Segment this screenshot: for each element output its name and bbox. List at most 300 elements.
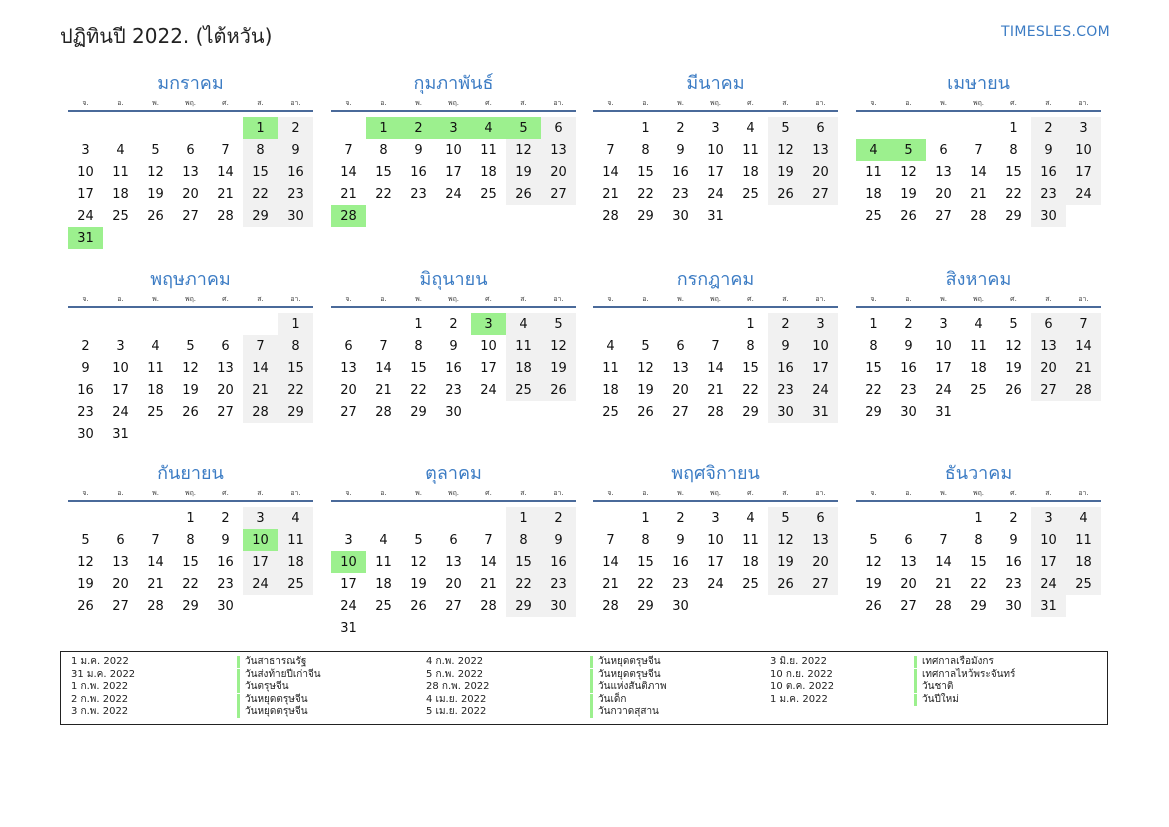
weekday-label: อ.: [905, 489, 912, 497]
day-cell: 14: [1066, 335, 1101, 357]
weekday-label: ศ.: [747, 295, 754, 303]
day-cell: 3: [243, 507, 278, 529]
day-cell: 21: [147, 576, 164, 592]
day-cell: 3: [344, 532, 353, 548]
day-cell: 1: [1009, 120, 1018, 136]
day-cell: 20: [900, 576, 917, 592]
day-cell: 20: [672, 382, 689, 398]
day-cell: 13: [340, 360, 357, 376]
day-cell: 23: [278, 183, 313, 205]
day-cell: 10: [707, 532, 724, 548]
day-cell: 1: [746, 316, 755, 332]
holiday-date: 1 ก.พ. 2022: [71, 681, 129, 692]
weekday-label: พฤ.: [184, 99, 197, 107]
day-cell: 2: [1031, 117, 1066, 139]
day-cell: 20: [935, 186, 952, 202]
weekday-header: [331, 96, 576, 112]
day-cell: 28: [375, 404, 392, 420]
weekday-label: อ.: [380, 489, 387, 497]
day-cell: 1: [278, 313, 313, 335]
day-cell: 7: [344, 142, 353, 158]
holiday-date: 5 ก.พ. 2022: [426, 668, 484, 680]
weekday-label: จ.: [607, 489, 614, 497]
weekday-label: อ.: [905, 295, 912, 303]
day-cell: 4: [379, 532, 388, 548]
holiday-name: เทศกาลเรือมังกร: [914, 656, 994, 668]
holiday-name: วันส่งท้ายปีเก่าจีน: [237, 669, 321, 681]
day-cell: 30: [1031, 205, 1066, 227]
day-cell: 22: [742, 382, 759, 398]
day-cell: 29: [865, 404, 882, 420]
day-cell: 30: [77, 426, 94, 442]
day-cell: 5: [768, 117, 803, 139]
day-cell: 15: [637, 164, 654, 180]
day-cell: 26: [541, 379, 576, 401]
month-name: มกราคม: [157, 73, 224, 94]
day-cell: 27: [803, 183, 838, 205]
day-cell: 1: [641, 510, 650, 526]
weekday-label: พฤ.: [709, 489, 722, 497]
day-cell: 3: [711, 510, 720, 526]
month-calendar: [331, 462, 576, 639]
day-cell: 25: [865, 208, 882, 224]
day-cell: 17: [77, 186, 94, 202]
day-cell: 18: [742, 164, 759, 180]
day-cell: 4: [746, 120, 755, 136]
day-cell: 5: [81, 532, 90, 548]
empty-day: [68, 117, 103, 139]
holiday-name: วันกวาดสุสาน: [590, 706, 659, 718]
day-cell: 18: [602, 382, 619, 398]
weekday-label: ส.: [782, 99, 789, 107]
weekday-label: อ.: [642, 295, 649, 303]
weekday-label: ส.: [1045, 99, 1052, 107]
day-cell: 14: [147, 554, 164, 570]
weekday-label: อา.: [290, 489, 301, 497]
day-cell: 5: [869, 532, 878, 548]
day-cell: 28: [147, 598, 164, 614]
day-cell: 25: [147, 404, 164, 420]
empty-day: [68, 313, 103, 335]
day-cell: 4: [1066, 507, 1101, 529]
day-cell: 9: [221, 532, 230, 548]
day-cell: 21: [340, 186, 357, 202]
day-cell: 19: [182, 382, 199, 398]
empty-day: [366, 313, 401, 335]
day-cell: 7: [939, 532, 948, 548]
day-cell: 1: [186, 510, 195, 526]
holiday-day-cell: 28: [331, 205, 366, 227]
day-cell: 23: [541, 573, 576, 595]
site-link[interactable]: TIMESLES.COM: [1001, 24, 1110, 40]
weekday-label: พ.: [677, 295, 684, 303]
day-cell: 2: [81, 338, 90, 354]
month-calendar: [331, 72, 576, 227]
day-cell: 23: [445, 382, 462, 398]
day-cell: 27: [1031, 379, 1066, 401]
empty-day: [331, 117, 366, 139]
empty-day: [856, 117, 891, 139]
holiday-day-cell: 5: [891, 139, 926, 161]
month-calendar: [856, 462, 1101, 617]
holiday-name: วันหยุดตรุษจีน: [590, 669, 661, 681]
day-cell: 12: [410, 554, 427, 570]
day-cell: 10: [480, 338, 497, 354]
weekday-header: [593, 96, 838, 112]
day-cell: 17: [1031, 551, 1066, 573]
day-cell: 9: [676, 142, 685, 158]
days-grid: [856, 502, 1101, 617]
day-cell: 9: [414, 142, 423, 158]
day-cell: 28: [480, 598, 497, 614]
day-cell: 15: [278, 357, 313, 379]
day-cell: 31: [112, 426, 129, 442]
day-cell: 6: [803, 507, 838, 529]
day-cell: 29: [278, 401, 313, 423]
day-cell: 18: [865, 186, 882, 202]
holiday-day-cell: 3: [471, 313, 506, 335]
day-cell: 13: [900, 554, 917, 570]
weekday-label: พ.: [677, 489, 684, 497]
empty-day: [471, 507, 506, 529]
month-calendar: [68, 462, 313, 617]
holiday-name: วันตรุษจีน: [237, 681, 289, 693]
day-cell: 16: [768, 357, 803, 379]
day-cell: 17: [803, 357, 838, 379]
day-cell: 7: [379, 338, 388, 354]
holiday-name: วันแห่งสันติภาพ: [590, 681, 667, 693]
day-cell: 30: [768, 401, 803, 423]
day-cell: 8: [186, 532, 195, 548]
days-grid: [856, 308, 1101, 423]
day-cell: 25: [742, 576, 759, 592]
day-cell: 11: [278, 529, 313, 551]
day-cell: 28: [707, 404, 724, 420]
weekday-label: จ.: [82, 99, 89, 107]
day-cell: 11: [480, 142, 497, 158]
month-name: ธันวาคม: [944, 463, 1013, 484]
day-cell: 27: [935, 208, 952, 224]
day-cell: 28: [970, 208, 987, 224]
weekday-label: อ.: [380, 99, 387, 107]
day-cell: 8: [746, 338, 755, 354]
day-cell: 13: [672, 360, 689, 376]
day-cell: 31: [340, 620, 357, 636]
weekday-label: พฤ.: [972, 99, 985, 107]
day-cell: 17: [445, 164, 462, 180]
day-cell: 26: [768, 183, 803, 205]
day-cell: 4: [116, 142, 125, 158]
days-grid: [68, 112, 313, 249]
day-cell: 2: [676, 120, 685, 136]
day-cell: 14: [970, 164, 987, 180]
empty-day: [103, 117, 138, 139]
empty-day: [891, 507, 926, 529]
day-cell: 13: [803, 139, 838, 161]
day-cell: 8: [974, 532, 983, 548]
empty-day: [961, 117, 996, 139]
holiday-date: 1 ม.ค. 2022: [71, 656, 129, 667]
weekday-label: ศ.: [222, 99, 229, 107]
weekday-label: จ.: [82, 295, 89, 303]
day-cell: 28: [935, 598, 952, 614]
day-cell: 1: [414, 316, 423, 332]
day-cell: 8: [641, 532, 650, 548]
day-cell: 19: [900, 186, 917, 202]
day-cell: 24: [1066, 183, 1101, 205]
day-cell: 14: [217, 164, 234, 180]
weekday-header: [593, 486, 838, 502]
holiday-date: 4 เม.ย. 2022: [426, 693, 487, 705]
days-grid: [331, 502, 576, 639]
day-cell: 20: [803, 161, 838, 183]
empty-day: [331, 313, 366, 335]
day-cell: 26: [900, 208, 917, 224]
holiday-day-cell: 31: [68, 227, 103, 249]
day-cell: 11: [506, 335, 541, 357]
day-cell: 19: [865, 576, 882, 592]
day-cell: 6: [904, 532, 913, 548]
day-cell: 25: [602, 404, 619, 420]
day-cell: 16: [278, 161, 313, 183]
day-cell: 20: [112, 576, 129, 592]
weekday-label: พฤ.: [184, 295, 197, 303]
day-cell: 26: [637, 404, 654, 420]
days-grid: [593, 502, 838, 617]
day-cell: 20: [803, 551, 838, 573]
empty-day: [436, 507, 471, 529]
weekday-label: พฤ.: [447, 99, 460, 107]
day-cell: 16: [445, 360, 462, 376]
day-cell: 5: [768, 507, 803, 529]
days-grid: [68, 308, 313, 445]
holiday-legend: [60, 651, 1108, 725]
weekday-label: ส.: [520, 99, 527, 107]
day-cell: 8: [1009, 142, 1018, 158]
day-cell: 28: [243, 401, 278, 423]
day-cell: 17: [1066, 161, 1101, 183]
weekday-label: ส.: [1045, 295, 1052, 303]
day-cell: 21: [375, 382, 392, 398]
weekday-label: จ.: [345, 295, 352, 303]
day-cell: 25: [742, 186, 759, 202]
day-cell: 7: [974, 142, 983, 158]
day-cell: 17: [112, 382, 129, 398]
empty-day: [208, 117, 243, 139]
day-cell: 1: [869, 316, 878, 332]
weekday-label: ศ.: [222, 489, 229, 497]
day-cell: 20: [541, 161, 576, 183]
day-cell: 2: [541, 507, 576, 529]
day-cell: 8: [278, 335, 313, 357]
weekday-label: อ.: [117, 489, 124, 497]
day-cell: 6: [449, 532, 458, 548]
day-cell: 16: [672, 164, 689, 180]
weekday-label: อา.: [815, 99, 826, 107]
day-cell: 21: [935, 576, 952, 592]
day-cell: 11: [865, 164, 882, 180]
weekday-label: จ.: [607, 99, 614, 107]
day-cell: 18: [112, 186, 129, 202]
day-cell: 21: [243, 379, 278, 401]
day-cell: 7: [151, 532, 160, 548]
day-cell: 27: [672, 404, 689, 420]
day-cell: 22: [637, 186, 654, 202]
weekday-label: พ.: [415, 295, 422, 303]
day-cell: 6: [221, 338, 230, 354]
day-cell: 17: [707, 554, 724, 570]
day-cell: 6: [116, 532, 125, 548]
day-cell: 21: [707, 382, 724, 398]
month-calendar: [68, 268, 313, 445]
month-calendar: [593, 268, 838, 423]
weekday-header: [593, 292, 838, 308]
day-cell: 7: [484, 532, 493, 548]
day-cell: 2: [449, 316, 458, 332]
day-cell: 11: [1066, 529, 1101, 551]
day-cell: 14: [243, 357, 278, 379]
day-cell: 21: [480, 576, 497, 592]
weekday-label: พ.: [677, 99, 684, 107]
holiday-day-cell: 2: [401, 117, 436, 139]
day-cell: 2: [904, 316, 913, 332]
day-cell: 14: [602, 554, 619, 570]
holiday-date: 5 เม.ย. 2022: [426, 706, 487, 717]
day-cell: 12: [865, 554, 882, 570]
weekday-label: พฤ.: [972, 295, 985, 303]
weekday-label: พ.: [152, 489, 159, 497]
month-calendar: [331, 268, 576, 423]
days-grid: [331, 112, 576, 227]
weekday-label: ศ.: [1010, 99, 1017, 107]
day-cell: 25: [112, 208, 129, 224]
days-grid: [331, 308, 576, 423]
weekday-label: ศ.: [747, 489, 754, 497]
month-name: พฤษภาคม: [150, 269, 231, 290]
day-cell: 29: [506, 595, 541, 617]
weekday-label: ศ.: [485, 489, 492, 497]
weekday-label: อา.: [815, 295, 826, 303]
empty-day: [593, 507, 628, 529]
day-cell: 5: [1009, 316, 1018, 332]
holiday-name: วันหยุดตรุษจีน: [237, 694, 308, 706]
weekday-label: อา.: [815, 489, 826, 497]
holiday-date: 31 ม.ค. 2022: [71, 668, 136, 680]
day-cell: 23: [672, 186, 689, 202]
day-cell: 19: [410, 576, 427, 592]
day-cell: 10: [1031, 529, 1066, 551]
days-grid: [856, 112, 1101, 227]
day-cell: 19: [637, 382, 654, 398]
day-cell: 19: [541, 357, 576, 379]
weekday-label: จ.: [870, 295, 877, 303]
day-cell: 19: [506, 161, 541, 183]
day-cell: 6: [1031, 313, 1066, 335]
weekday-label: อา.: [290, 99, 301, 107]
day-cell: 29: [637, 598, 654, 614]
day-cell: 24: [340, 598, 357, 614]
day-cell: 21: [970, 186, 987, 202]
holiday-date: 10 ก.ย. 2022: [770, 668, 833, 680]
day-cell: 15: [182, 554, 199, 570]
holiday-name: เทศกาลไหว้พระจันทร์: [914, 669, 1015, 681]
day-cell: 23: [1031, 183, 1066, 205]
day-cell: 27: [803, 573, 838, 595]
empty-day: [401, 507, 436, 529]
day-cell: 3: [81, 142, 90, 158]
empty-day: [103, 507, 138, 529]
empty-day: [663, 313, 698, 335]
month-calendar: [856, 268, 1101, 423]
day-cell: 22: [243, 183, 278, 205]
day-cell: 31: [1031, 595, 1066, 617]
weekday-header: [856, 486, 1101, 502]
month-name: สิงหาคม: [945, 269, 1012, 290]
day-cell: 30: [1005, 598, 1022, 614]
day-cell: 30: [672, 598, 689, 614]
day-cell: 15: [865, 360, 882, 376]
holiday-day-cell: 5: [506, 117, 541, 139]
day-cell: 1: [974, 510, 983, 526]
day-cell: 25: [970, 382, 987, 398]
month-name: กันยายน: [157, 463, 224, 484]
day-cell: 15: [637, 554, 654, 570]
day-cell: 22: [637, 576, 654, 592]
day-cell: 16: [1005, 554, 1022, 570]
day-cell: 4: [974, 316, 983, 332]
weekday-header: [68, 292, 313, 308]
day-cell: 15: [742, 360, 759, 376]
day-cell: 11: [147, 360, 164, 376]
day-cell: 22: [1005, 186, 1022, 202]
weekday-label: พฤ.: [709, 295, 722, 303]
day-cell: 8: [414, 338, 423, 354]
day-cell: 7: [243, 335, 278, 357]
day-cell: 8: [869, 338, 878, 354]
weekday-header: [331, 292, 576, 308]
day-cell: 25: [375, 598, 392, 614]
day-cell: 4: [746, 510, 755, 526]
weekday-header: [856, 96, 1101, 112]
empty-day: [698, 313, 733, 335]
day-cell: 12: [768, 139, 803, 161]
day-cell: 22: [970, 576, 987, 592]
weekday-label: พฤ.: [972, 489, 985, 497]
day-cell: 26: [77, 598, 94, 614]
weekday-label: อา.: [1078, 295, 1089, 303]
day-cell: 30: [445, 404, 462, 420]
day-cell: 6: [344, 338, 353, 354]
day-cell: 9: [449, 338, 458, 354]
day-cell: 23: [672, 576, 689, 592]
day-cell: 23: [1005, 576, 1022, 592]
days-grid: [593, 308, 838, 423]
day-cell: 13: [935, 164, 952, 180]
holiday-name: วันหยุดตรุษจีน: [237, 706, 308, 718]
empty-day: [628, 313, 663, 335]
day-cell: 19: [147, 186, 164, 202]
day-cell: 9: [676, 532, 685, 548]
day-cell: 11: [375, 554, 392, 570]
day-cell: 6: [803, 117, 838, 139]
day-cell: 27: [445, 598, 462, 614]
day-cell: 23: [410, 186, 427, 202]
weekday-label: พ.: [152, 99, 159, 107]
day-cell: 9: [768, 335, 803, 357]
weekday-label: พ.: [415, 99, 422, 107]
day-cell: 10: [445, 142, 462, 158]
day-cell: 11: [742, 142, 759, 158]
